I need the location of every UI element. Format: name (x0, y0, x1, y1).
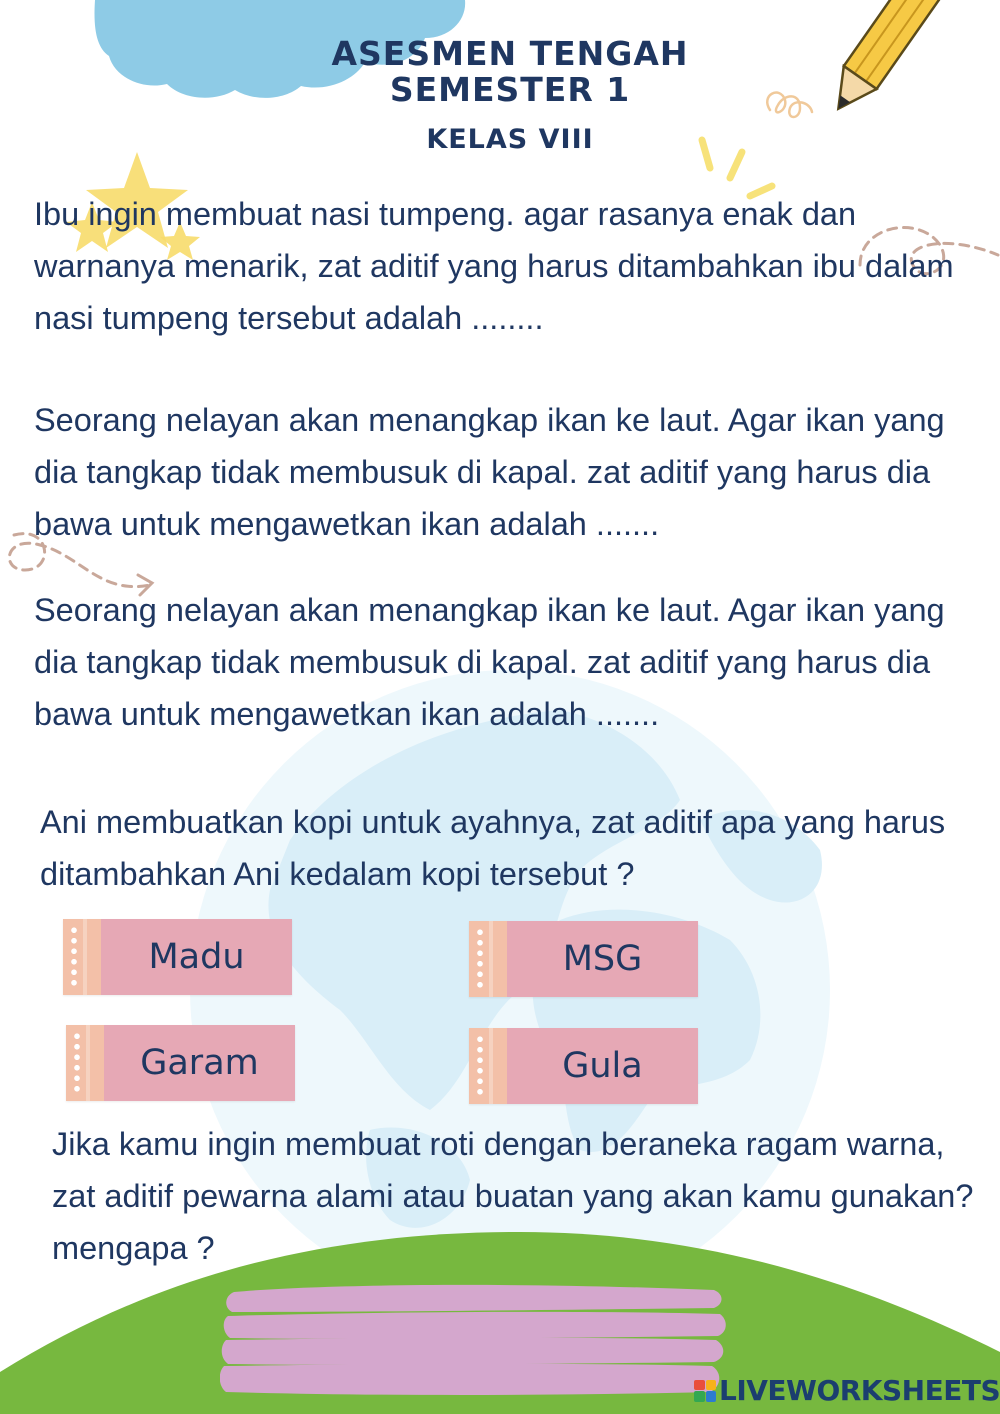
option-dots (475, 927, 485, 991)
option-label-gula: Gula (562, 1046, 643, 1086)
pencil-icon (800, 0, 940, 120)
liveworksheets-logo-icon (694, 1380, 716, 1402)
option-msg[interactable] (469, 921, 698, 997)
question-3: Seorang nelayan akan menangkap ikan ke laut. Agar ikan yang dia tangkap tidak membusuk di kapal. zat aditif yang harus dia bawa untuk mengawetkan ikan adalah ....... (34, 592, 945, 732)
liveworksheets-brand (694, 1374, 1000, 1407)
option-stripe (86, 1025, 90, 1101)
option-dots (475, 1034, 485, 1098)
option-label-garam: Garam (140, 1043, 259, 1083)
option-gula[interactable] (469, 1028, 698, 1104)
page-title: ASESMEN TENGAH (331, 34, 689, 73)
option-dots (69, 925, 79, 989)
brand-name: LIVEWORKSHEETS (719, 1374, 1000, 1407)
option-stripe (489, 921, 493, 997)
option-stripe (83, 919, 87, 995)
question-4: Ani membuatkan kopi untuk ayahnya, zat aditif apa yang harus ditambahkan Ani kedalam kopi tersebut ? (40, 804, 946, 892)
class-label: KELAS VIII (426, 124, 594, 155)
option-madu[interactable] (63, 919, 292, 995)
option-stripe (489, 1028, 493, 1104)
scribble-decoration (760, 80, 820, 130)
question-1: Ibu ingin membuat nasi tumpeng. agar rasanya enak dan warnanya menarik, zat aditif yang harus ditambahkan ibu dalam nasi tumpeng tersebut adalah ........ (34, 196, 954, 336)
page-subtitle: SEMESTER 1 (389, 70, 631, 109)
question-2: Seorang nelayan akan menangkap ikan ke laut. Agar ikan yang dia tangkap tidak membusuk di kapal. zat aditif yang harus dia bawa untuk mengawetkan ikan adalah ....... (34, 402, 945, 542)
option-label-madu: Madu (148, 937, 245, 977)
answer-input-box[interactable] (220, 1282, 730, 1398)
question-5: Jika kamu ingin membuat roti dengan beraneka ragam warna, zat aditif pewarna alami atau buatan yang akan kamu gunakan? mengapa ? (52, 1126, 974, 1266)
option-dots (72, 1031, 82, 1095)
option-garam[interactable] (66, 1025, 295, 1101)
option-label-msg: MSG (562, 939, 643, 979)
